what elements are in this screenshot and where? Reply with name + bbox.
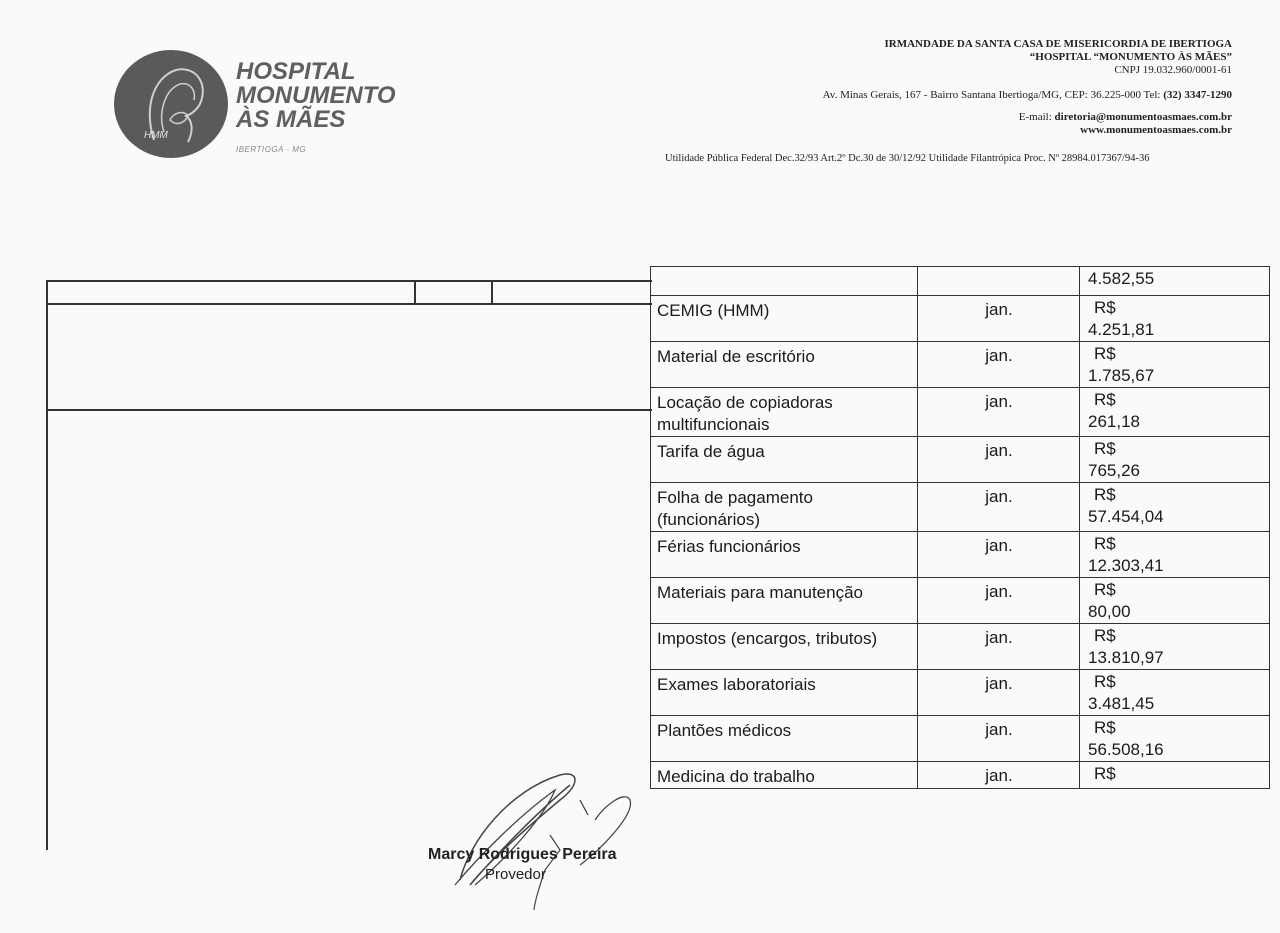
expense-month: jan.	[918, 296, 1080, 342]
expense-month: jan.	[918, 670, 1080, 716]
expense-month: jan.	[918, 483, 1080, 532]
amount: 56.508,16	[1088, 740, 1164, 759]
expense-description: Tarifa de água	[651, 437, 918, 483]
top-value: 4.582,55	[1088, 269, 1155, 288]
currency: R$	[1094, 390, 1116, 409]
currency: R$	[1094, 534, 1116, 553]
hospital-name: “HOSPITAL “MONUMENTO ÀS MÃES”	[1029, 51, 1232, 63]
amount: 4.251,81	[1088, 320, 1155, 339]
expense-description: Férias funcionários	[651, 532, 918, 578]
expense-value	[1080, 624, 1270, 670]
letterhead	[823, 38, 1232, 137]
mother-silhouette-icon	[114, 50, 228, 158]
cost-table	[650, 266, 1270, 789]
email: diretoria@monumentoasmaes.com.br	[1054, 111, 1232, 123]
logo-text	[236, 60, 396, 162]
org-name: IRMANDADE DA SANTA CASA DE MISERICORDIA DE IBERTIOGA	[884, 38, 1232, 50]
signatory-name: Marcy Rodrigues Pereira	[428, 846, 617, 863]
expense-value	[1080, 716, 1270, 762]
expense-value	[1080, 342, 1270, 388]
expense-value	[1080, 762, 1270, 789]
amount: 57.454,04	[1088, 507, 1164, 526]
amount: 1.785,67	[1088, 366, 1155, 385]
amount: 13.810,97	[1088, 648, 1164, 667]
table-row-top	[651, 267, 1270, 296]
expense-value	[1080, 388, 1270, 437]
currency: R$	[1094, 344, 1116, 363]
expense-description: CEMIG (HMM)	[651, 296, 918, 342]
currency: R$	[1094, 626, 1116, 645]
expense-description: Material de escritório	[651, 342, 918, 388]
amount: 261,18	[1088, 412, 1140, 431]
currency: R$	[1094, 485, 1116, 504]
table-row	[651, 670, 1270, 716]
amount: 765,26	[1088, 461, 1140, 480]
expense-description: Exames laboratoriais	[651, 670, 918, 716]
currency: R$	[1094, 764, 1116, 783]
expense-description: Locação de copiadoras multifuncionais	[651, 388, 918, 437]
expense-month: jan.	[918, 342, 1080, 388]
expense-value	[1080, 578, 1270, 624]
expense-description: Impostos (encargos, tributos)	[651, 624, 918, 670]
logo-line-3: ÀS MÃES	[236, 106, 346, 133]
table-row	[651, 762, 1270, 789]
currency: R$	[1094, 672, 1116, 691]
logo-line-1: HOSPITAL	[236, 58, 356, 85]
email-line	[823, 111, 1232, 124]
amount: 3.481,45	[1088, 694, 1155, 713]
logo-line-2: MONUMENTO	[236, 82, 396, 109]
expense-value	[1080, 437, 1270, 483]
expense-month: jan.	[918, 716, 1080, 762]
amount: 80,00	[1088, 602, 1131, 621]
currency: R$	[1094, 718, 1116, 737]
logo-badge: HMM	[144, 130, 168, 141]
currency: R$	[1094, 298, 1116, 317]
expense-month: jan.	[918, 388, 1080, 437]
address-line	[823, 89, 1232, 102]
table-row	[651, 296, 1270, 342]
currency: R$	[1094, 439, 1116, 458]
expense-month: jan.	[918, 762, 1080, 789]
expense-month: jan.	[918, 532, 1080, 578]
currency: R$	[1094, 580, 1116, 599]
expense-value	[1080, 483, 1270, 532]
logo-location: IBERTIOGA - MG	[236, 145, 307, 154]
expense-description: Folha de pagamento (funcionários)	[651, 483, 918, 532]
utilidade-publica: Utilidade Pública Federal Dec.32/93 Art.2º Dc.30 de 30/12/92 Utilidade Filantrópica Proc. Nº 28984.017367/94-36	[665, 153, 1150, 164]
expense-description: Medicina do trabalho	[651, 762, 918, 789]
website: www.monumentoasmaes.com.br	[1080, 124, 1232, 136]
phone: (32) 3347-1290	[1163, 89, 1232, 101]
table-row	[651, 716, 1270, 762]
table-row	[651, 342, 1270, 388]
expense-month: jan.	[918, 437, 1080, 483]
amount: 12.303,41	[1088, 556, 1164, 575]
signature-scribble	[430, 760, 640, 910]
table-row	[651, 483, 1270, 532]
expense-month: jan.	[918, 578, 1080, 624]
cnpj: CNPJ 19.032.960/0001-61	[1114, 64, 1232, 76]
table-row	[651, 532, 1270, 578]
address: Av. Minas Gerais, 167 - Bairro Santana Ibertioga/MG, CEP: 36.225-000 Tel:	[822, 89, 1164, 101]
table-row	[651, 578, 1270, 624]
expense-month: jan.	[918, 624, 1080, 670]
hospital-logo	[114, 50, 228, 158]
expense-description: Materiais para manutenção	[651, 578, 918, 624]
signatory-role: Provedor	[485, 866, 546, 883]
expense-value	[1080, 670, 1270, 716]
expense-value	[1080, 296, 1270, 342]
table-row	[651, 388, 1270, 437]
table-row	[651, 624, 1270, 670]
expense-value	[1080, 532, 1270, 578]
expense-description: Plantões médicos	[651, 716, 918, 762]
email-label: E-mail:	[1018, 111, 1055, 123]
table-row	[651, 437, 1270, 483]
